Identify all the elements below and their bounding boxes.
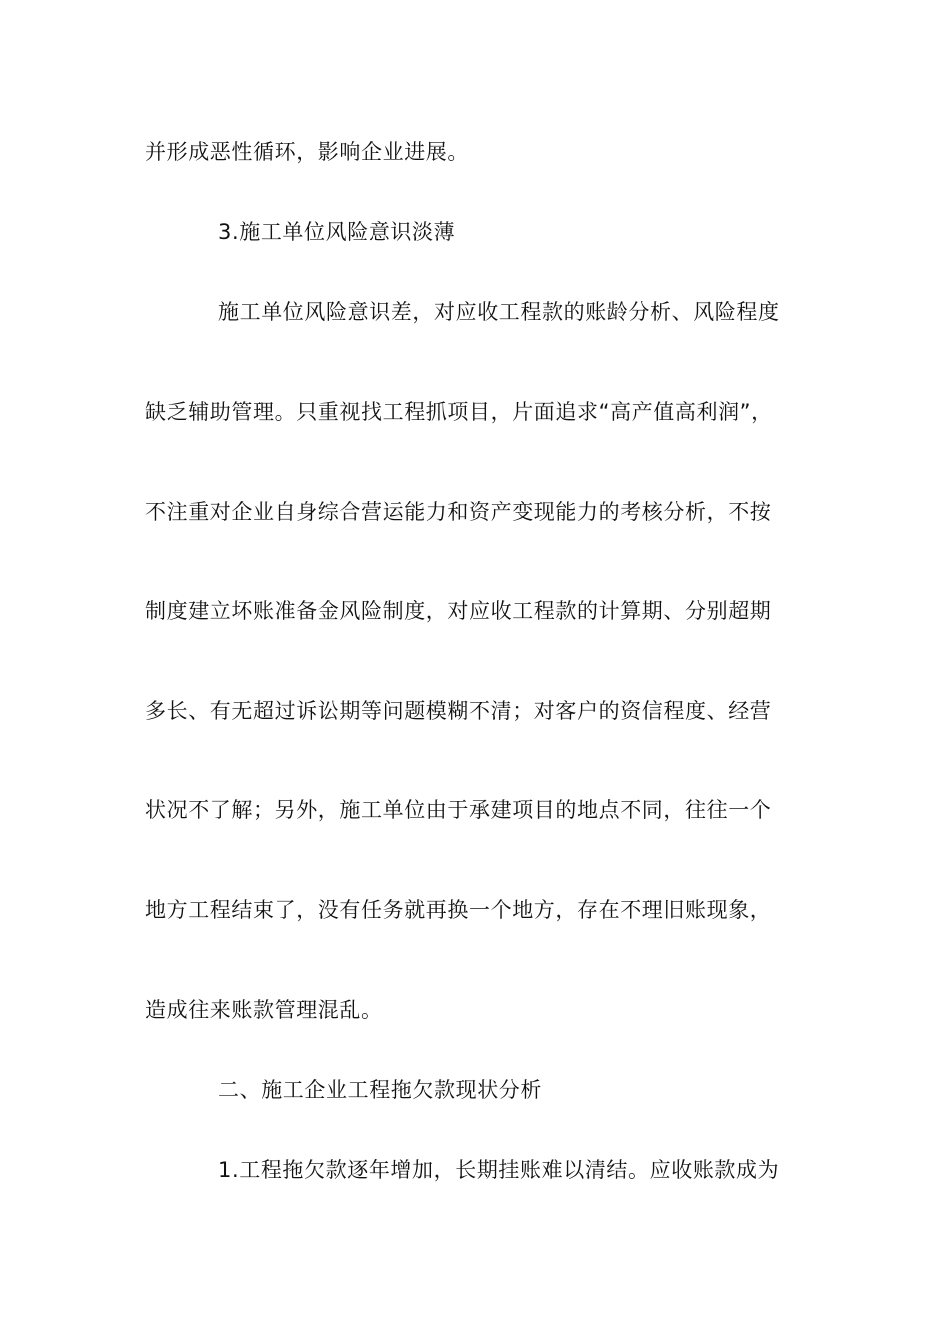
paragraph-line: 施工单位风险意识差，对应收工程款的账龄分析、风险程度 [218,300,780,324]
paragraph-line: 缺乏辅助管理。只重视找工程抓项目，片面追求“高产值高利润”， [145,400,773,424]
paragraph-line: 造成往来账款管理混乱。 [145,998,383,1022]
paragraph-line: 并形成恶性循环，影响企业进展。 [145,140,469,164]
paragraph-line: 不注重对企业自身综合营运能力和资产变现能力的考核分析，不按 [145,500,772,524]
section-heading: 3.施工单位风险意识淡薄 [218,220,456,244]
paragraph-line: 状况不了解；另外，施工单位由于承建项目的地点不同，往往一个 [145,798,772,822]
section-heading: 二、施工企业工程拖欠款现状分析 [218,1078,542,1102]
paragraph-line: 地方工程结束了，没有任务就再换一个地方，存在不理旧账现象， [145,898,772,922]
paragraph-line: 制度建立坏账准备金风险制度，对应收工程款的计算期、分别超期 [145,599,772,623]
paragraph-line: 多长、有无超过诉讼期等问题模糊不清；对客户的资信程度、经营 [145,699,772,723]
paragraph-line: 1.工程拖欠款逐年增加，长期挂账难以清结。应收账款成为 [218,1158,780,1182]
